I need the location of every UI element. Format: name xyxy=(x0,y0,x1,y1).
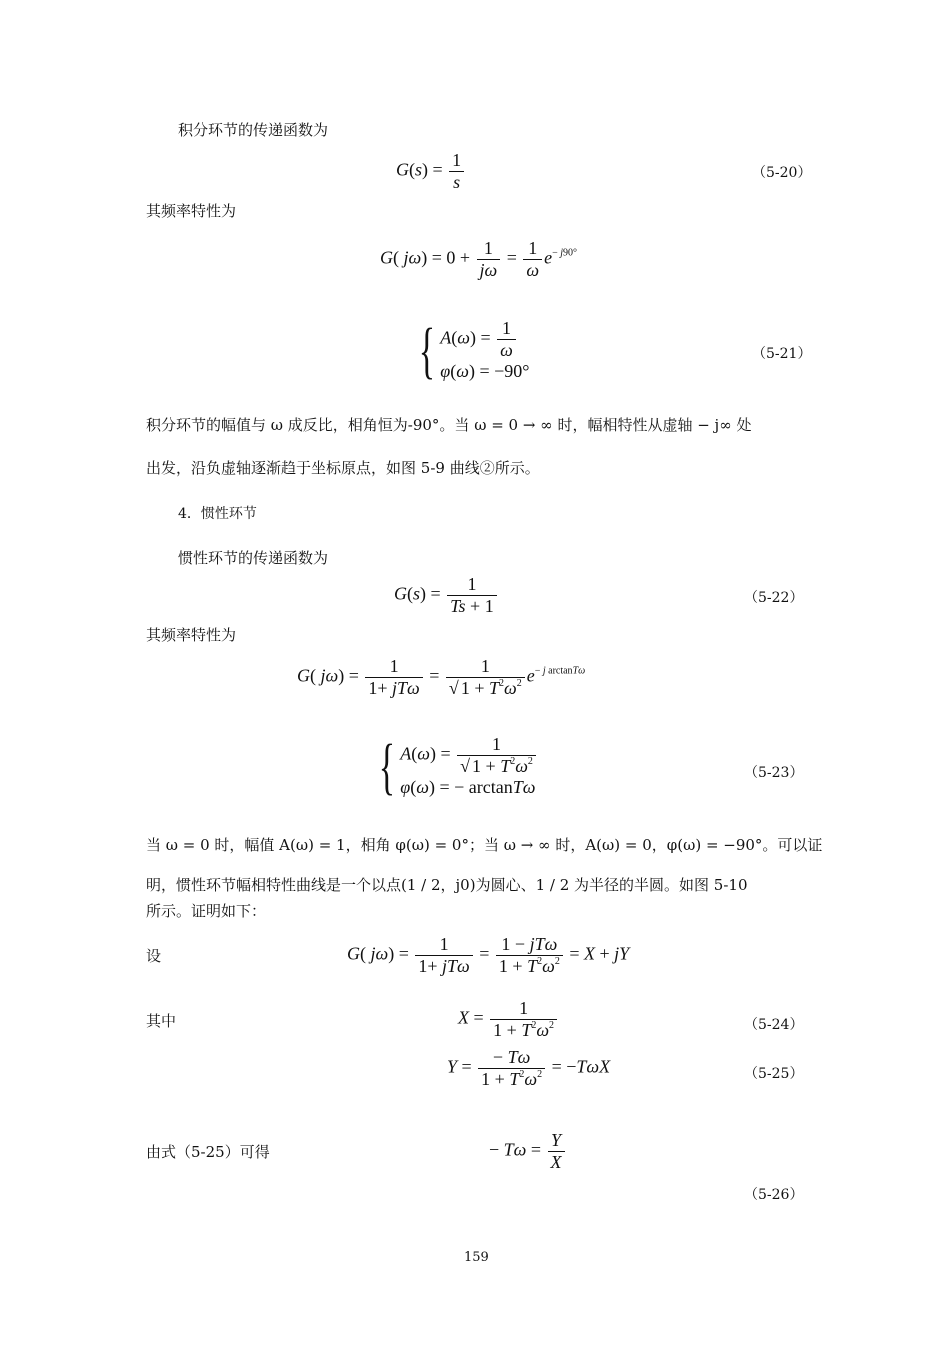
equation-proof-setup: G( jω) = $\frac{1}{\text{1+ jTω}}$ = $\frac{\text{1 − jTω}}{1 + T^2\omega^2}$ = X + jY xyxy=(347,934,630,976)
equation-freq-integral: G( jω) = 0 + $\frac{1}{j\omega}$ = $\frac{1}{\omega}$ $e^{- j90^\circ}$ xyxy=(380,238,578,280)
inertia-description-line2: 明，惯性环节幅相特性曲线是一个以点(1 / 2，j0)为圆心、1 / 2 为半径的半圆。如图 5-10 xyxy=(146,876,748,894)
label-where: 其中 xyxy=(146,1012,177,1030)
equation-5-22: G(s) = $\frac{1}{Ts + 1}$ xyxy=(394,574,499,616)
intro-inertia: 惯性环节的传递函数为 xyxy=(178,549,329,567)
equation-5-23: { A(ω) = $\frac{1}{√ 1 + T^2\omega^2}$ φ(ω) = − arctanTω xyxy=(378,732,536,801)
eq-number-5-25: （5-25） xyxy=(744,1066,804,1082)
eq-number-5-24: （5-24） xyxy=(744,1017,804,1033)
section-heading-inertia: 4．惯性环节 xyxy=(178,506,257,522)
eq-number-5-21: （5-21） xyxy=(752,346,812,362)
intro-integral: 积分环节的传递函数为 xyxy=(178,121,329,139)
inertia-description-line1: 当 ω = 0 时，幅值 A(ω) = 1，相角 φ(ω) = 0°；当 ω → ∞ 时，A(ω) = 0，φ(ω) = −90°。可以证 xyxy=(146,836,823,854)
page-number: 159 xyxy=(464,1250,489,1265)
equation-5-20: G(s) = $\frac{1}{s}$ xyxy=(396,150,466,192)
equation-5-25: Y = $\frac{- T\omega}{1 + T^2\omega^2}$ = −TωX xyxy=(447,1047,611,1089)
eq-number-5-22: （5-22） xyxy=(744,590,804,606)
freq-char-label-1: 其频率特性为 xyxy=(146,202,237,220)
equation-5-26: − Tω = $\frac{Y}{X}$ xyxy=(489,1130,567,1172)
label-let: 设 xyxy=(146,947,162,965)
label-from-eq: 由式（5-25）可得 xyxy=(146,1143,270,1161)
freq-char-label-2: 其频率特性为 xyxy=(146,626,237,644)
equation-5-21: { A(ω) = $\frac{1}{\omega}$ φ(ω) = −90° xyxy=(418,316,530,385)
eq-number-5-20: （5-20） xyxy=(752,165,812,181)
eq-number-5-26: （5-26） xyxy=(744,1187,804,1203)
inertia-description-line3: 所示。证明如下： xyxy=(146,902,267,920)
integral-description-line2: 出发，沿负虚轴逐渐趋于坐标原点，如图 5-9 曲线②所示。 xyxy=(146,459,540,477)
equation-5-24: X = $\frac{1}{1 + T^2\omega^2}$ xyxy=(458,998,559,1040)
equation-freq-inertia: G( jω) = $\frac{1}{\text{1+ jTω}}$ = $\frac{1}{√ 1 + T^2\omega^2}$ $e^{- j arctanT\omega}$ xyxy=(297,656,586,698)
eq-number-5-23: （5-23） xyxy=(744,765,804,781)
integral-description-line1: 积分环节的幅值与 ω 成反比，相角恒为-90°。当 ω = 0 → ∞ 时，幅相特性从虚轴 − j∞ 处 xyxy=(146,416,752,434)
